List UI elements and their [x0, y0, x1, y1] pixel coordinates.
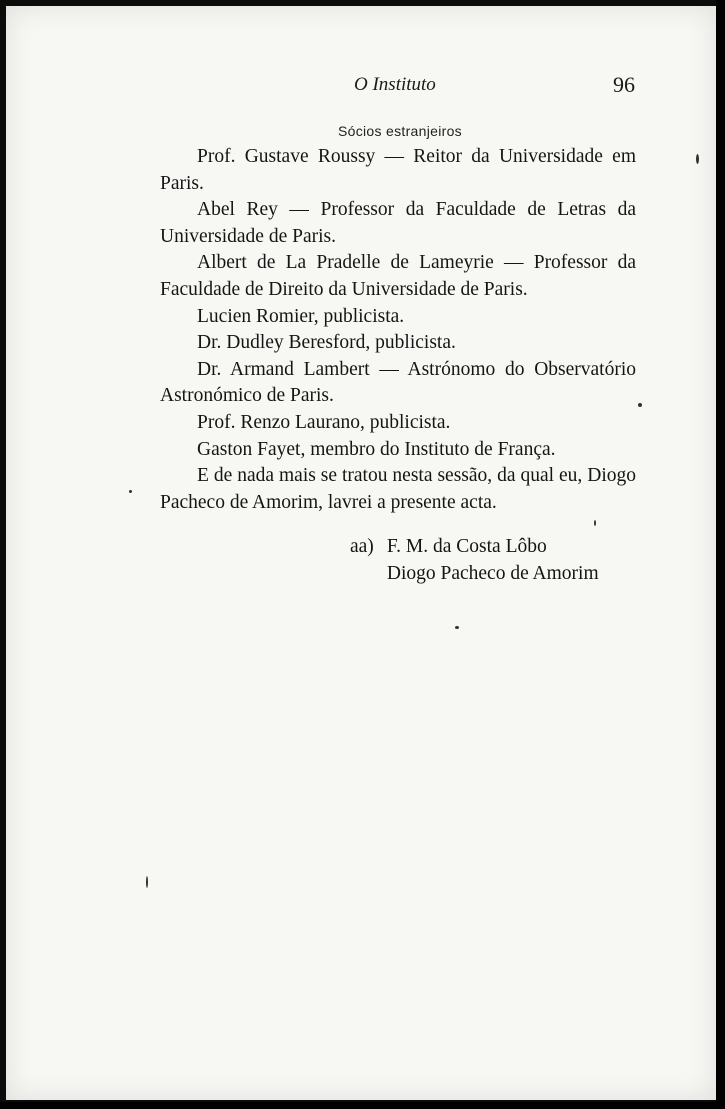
signature-name-lobo: F. M. da Costa Lôbo — [386, 536, 547, 557]
signature-block — [350, 533, 599, 587]
section-heading — [6, 123, 716, 139]
scan-speck — [696, 154, 699, 164]
signature-name-amorim: Diogo Pacheco de Amorim — [386, 563, 599, 584]
paragraph-lambert: Dr. Armand Lambert — Astrónomo do Observatório Astronómico de Paris. — [160, 358, 636, 407]
scan-speck — [146, 876, 148, 888]
signature-row-2 — [350, 560, 599, 587]
paragraph-roussy: Prof. Gustave Roussy — Reitor da Universidade em Paris. — [160, 146, 636, 194]
scan-speck — [594, 520, 596, 526]
signature-row-1 — [350, 533, 599, 560]
paragraph-romier: Lucien Romier, publicista. — [197, 305, 405, 327]
running-head — [6, 74, 716, 104]
paragraph-laurano: Prof. Renzo Laurano, publicista. — [197, 411, 451, 433]
paragraph-closing: E de nada mais se tratou nesta sessão, da qual eu, Diogo Pacheco de Amorim, lavrei a presente acta. — [160, 465, 636, 513]
signature-prefix: aa) — [350, 536, 374, 557]
paragraph-fayet: Gaston Fayet, membro do Instituto de França. — [197, 438, 556, 460]
page-number: 96 — [613, 72, 635, 97]
document-page — [6, 6, 716, 1100]
scan-border-bottom — [0, 1102, 725, 1109]
body-text — [160, 144, 636, 516]
scan-speck — [129, 490, 132, 493]
paragraph-pradelle: Albert de La Pradelle de Lameyrie — Professor da Faculdade de Direito da Universidade de Paris. — [160, 252, 636, 300]
scan-speck — [455, 626, 459, 629]
paragraph-beresford: Dr. Dudley Beresford, publicista. — [197, 332, 456, 354]
section-heading-text: Sócios estranjeiros — [338, 123, 462, 139]
running-head-title: O Instituto — [354, 74, 436, 95]
paragraph-rey: Abel Rey — Professor da Faculdade de Letras da Universidade de Paris. — [160, 199, 636, 247]
scan-border-right — [716, 0, 725, 1109]
scan-speck — [638, 403, 642, 407]
